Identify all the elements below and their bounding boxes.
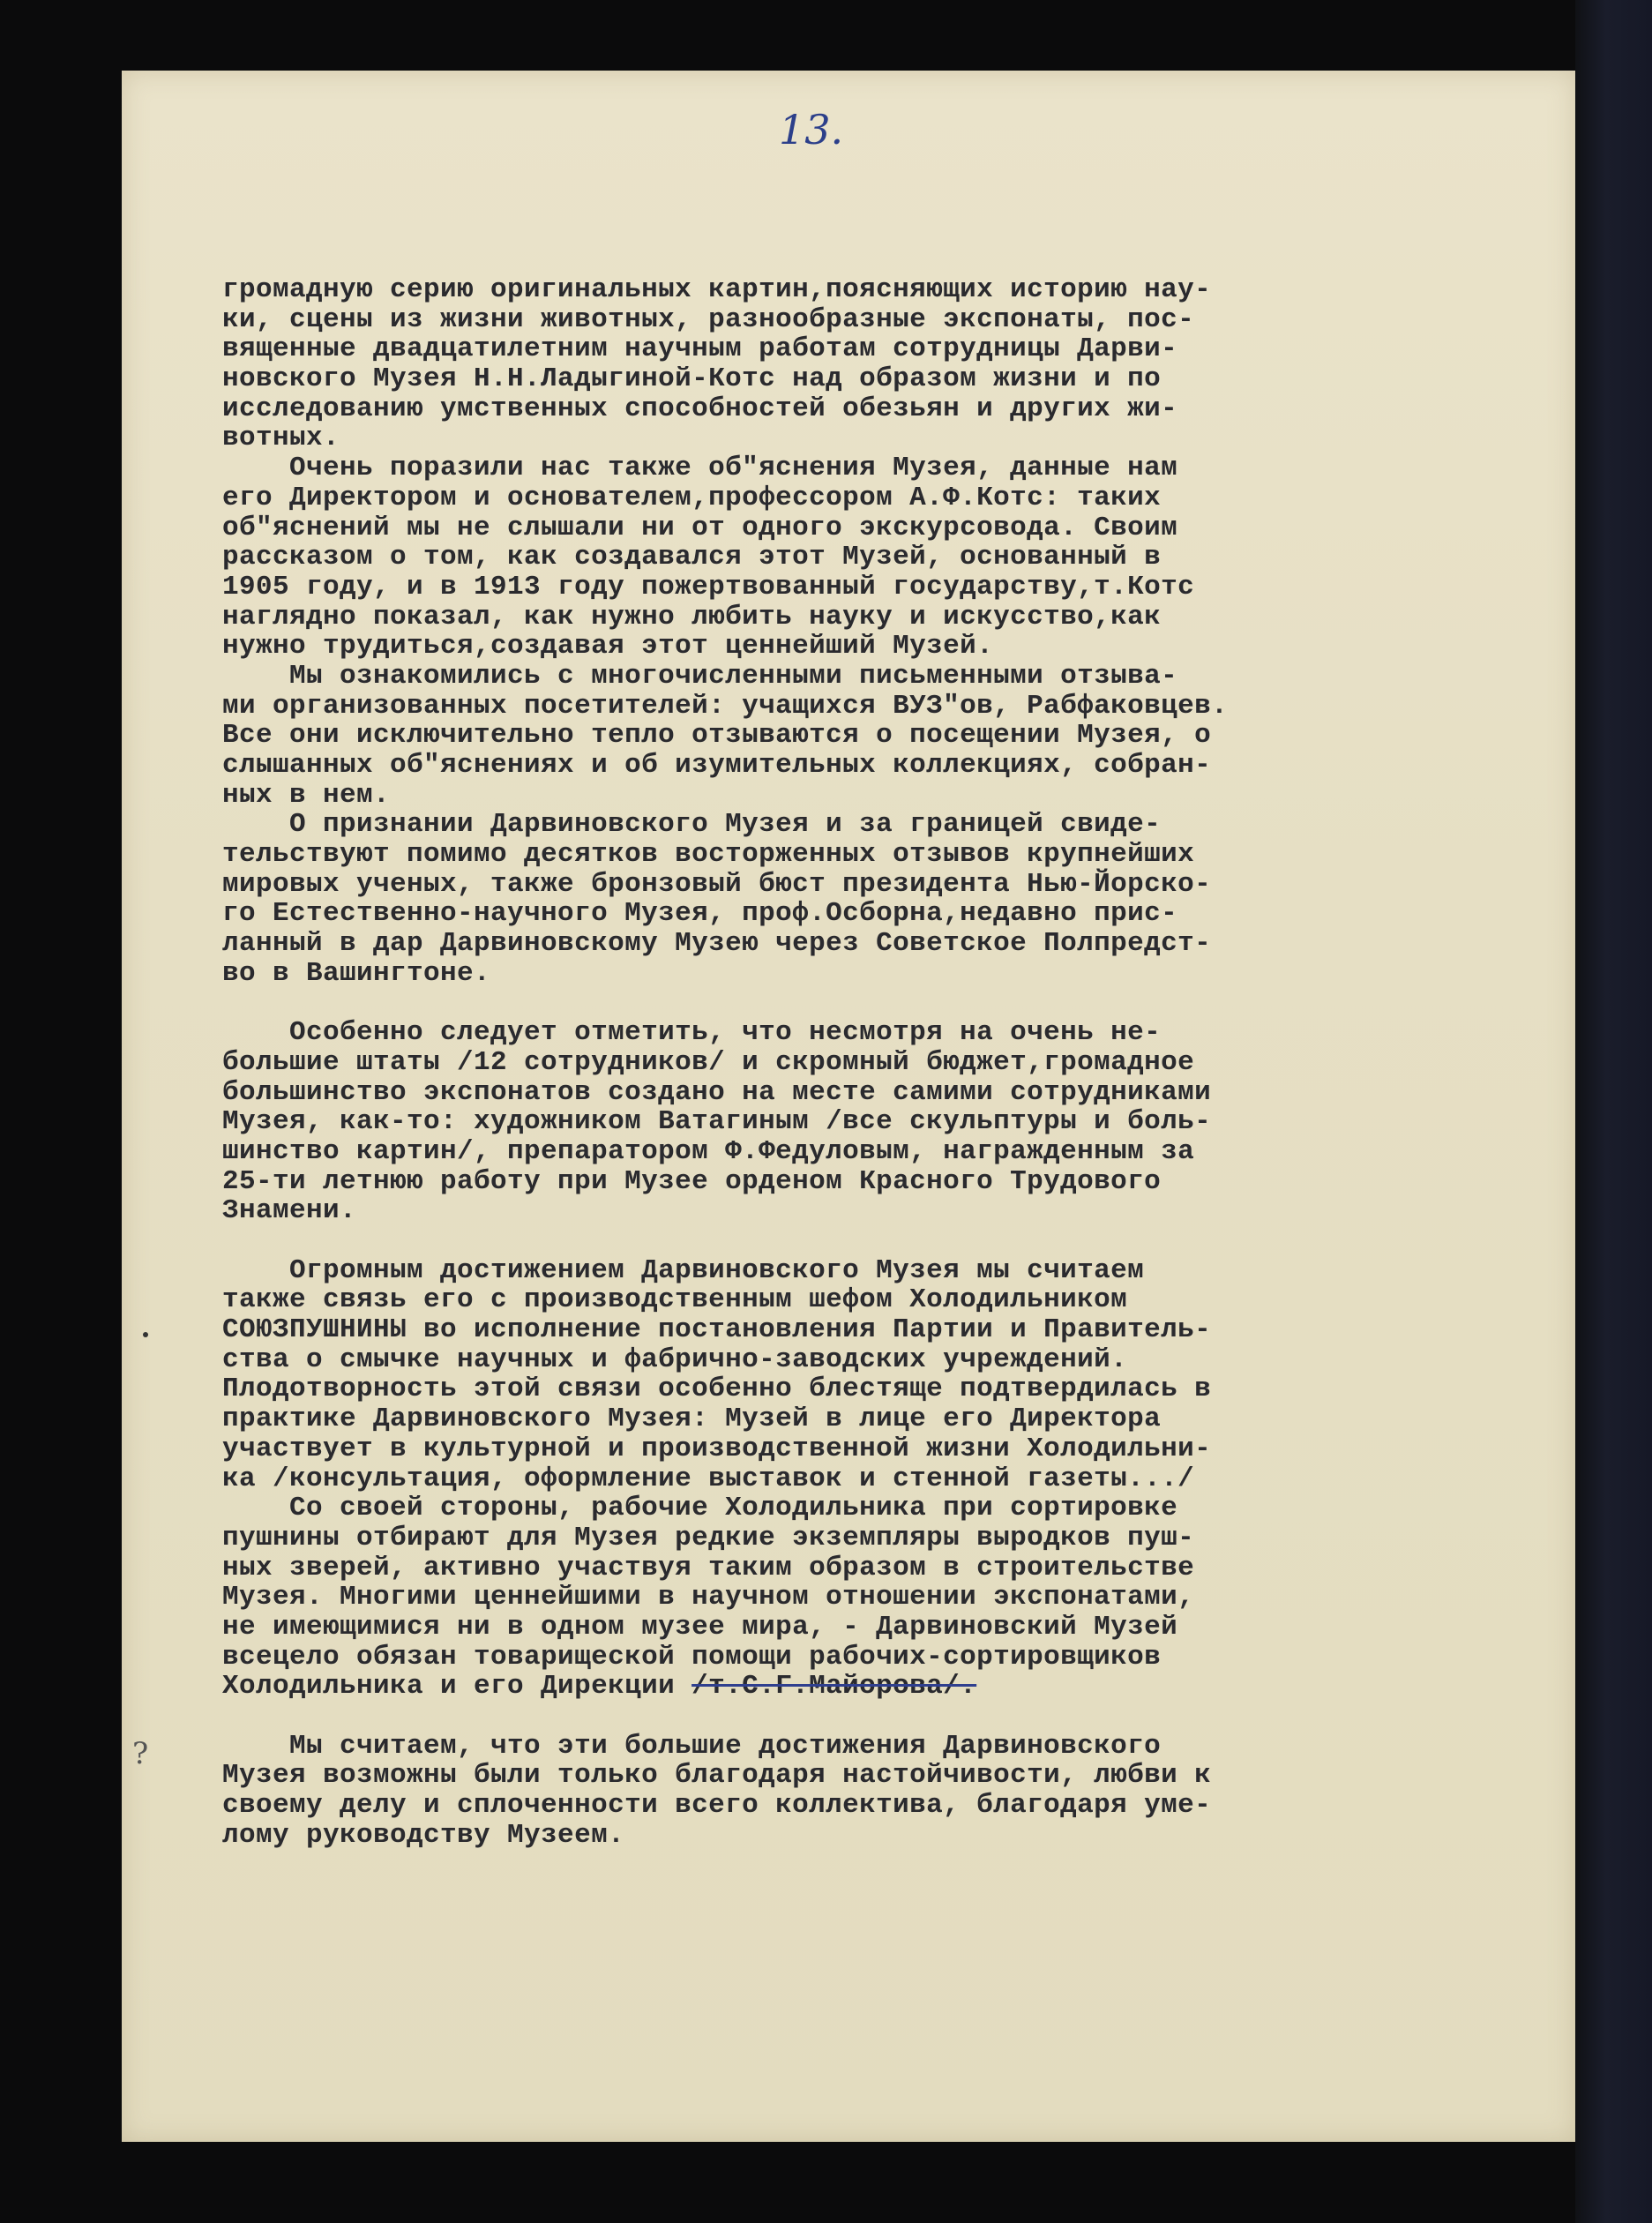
text-line: ных в нем. bbox=[222, 779, 391, 811]
text-line: Музея, как-то: художником Ватагиным /все скульптуры и боль- bbox=[222, 1106, 1212, 1138]
text-line: Особенно следует отметить, что несмотря на очень не- bbox=[222, 1017, 1162, 1049]
text-line: слышанных об"яснениях и об изумительных коллекциях, собран- bbox=[222, 750, 1212, 781]
text-line: об"яснений мы не слышали ни от одного экскурсовода. Своим bbox=[222, 512, 1178, 543]
margin-dot bbox=[143, 1332, 148, 1337]
text-line: ки, сцены из жизни животных, разнообразные экспонаты, пос- bbox=[222, 303, 1195, 335]
text-line: не имеющимися ни в одном музее мира, - Дарвиновский Музей bbox=[222, 1611, 1178, 1643]
typed-body-text bbox=[222, 275, 1439, 1850]
text-line: Все они исключительно тепло отзываются о посещении Музея, о bbox=[222, 720, 1212, 752]
text-line: О признании Дарвиновского Музея и за границей свиде- bbox=[222, 809, 1162, 841]
text-line: наглядно показал, как нужно любить науку и искусство,как bbox=[222, 601, 1162, 632]
text-line: Музея возможны были только благодаря настойчивости, любви к bbox=[222, 1760, 1212, 1792]
text-line: своему делу и сплоченности всего коллектива, благодаря уме- bbox=[222, 1790, 1212, 1822]
text-line: рассказом о том, как создавался этот Музей, основанный в bbox=[222, 542, 1162, 573]
text-line: го Естественно-научного Музея, проф.Осборна,недавно прис- bbox=[222, 898, 1178, 930]
text-line: ми организованных посетителей: учащихся ВУЗ"ов, Рабфаковцев. bbox=[222, 690, 1229, 722]
text-line: Знамени. bbox=[222, 1195, 357, 1227]
scanner-background-strip bbox=[1575, 0, 1652, 2223]
margin-question-mark: ? bbox=[132, 1736, 149, 1771]
text-line: также связь его с производственным шефом Холодильником bbox=[222, 1284, 1128, 1316]
text-line: Плодотворность этой связи особенно блестяще подтвердилась в bbox=[222, 1373, 1212, 1405]
text-line: громадную серию оригинальных картин,поясняющих историю нау- bbox=[222, 274, 1212, 305]
text-line: его Директором и основателем,профессором А.Ф.Котс: таких bbox=[222, 482, 1162, 513]
text-line: Очень поразили нас также об"яснения Музея, данные нам bbox=[222, 453, 1178, 484]
text-line: лому руководству Музеем. bbox=[222, 1819, 625, 1851]
text-line: Мы ознакомились с многочисленными письменными отзыва- bbox=[222, 660, 1178, 692]
paragraph-gap bbox=[222, 989, 1439, 1019]
text-line bbox=[222, 1672, 1439, 1702]
text-line: Со своей стороны, рабочие Холодильника при сортировке bbox=[222, 1493, 1178, 1524]
text-line: участвует в культурной и производственной жизни Холодильни- bbox=[222, 1433, 1212, 1464]
text-line: ланный в дар Дарвиновскому Музею через Советское Полпредст- bbox=[222, 928, 1212, 960]
paragraph-gap bbox=[222, 1226, 1439, 1256]
page-number: 13. bbox=[779, 106, 844, 153]
paragraph-gap bbox=[222, 1702, 1439, 1732]
text-line: мировых ученых, также бронзовый бюст президента Нью-Йорско- bbox=[222, 868, 1212, 900]
text-line: большие штаты /12 сотрудников/ и скромный бюджет,громадное bbox=[222, 1046, 1195, 1078]
text-line: новского Музея Н.Н.Ладыгиной-Котс над образом жизни и по bbox=[222, 363, 1162, 395]
text-line: вотных. bbox=[222, 423, 340, 454]
text-line: ных зверей, активно участвуя таким образом в строительстве bbox=[222, 1552, 1195, 1583]
text-line: практике Дарвиновского Музея: Музей в лице его Директора bbox=[222, 1403, 1162, 1435]
text-line-prefix: Холодильника и его Дирекции bbox=[222, 1671, 692, 1703]
text-line: 25-ти летнюю работу при Музее орденом Красного Трудового bbox=[222, 1165, 1162, 1197]
text-line: шинство картин/, препаратором Ф.Федуловым, награжденным за bbox=[222, 1135, 1195, 1167]
text-line: Огромным достижением Дарвиновского Музея мы считаем bbox=[222, 1254, 1145, 1286]
text-line: исследованию умственных способностей обезьян и других жи- bbox=[222, 393, 1178, 424]
text-line: пушнины отбирают для Музея редкие экземпляры выродков пуш- bbox=[222, 1522, 1195, 1553]
struck-through-text: /т.С.Г.Майорова/. bbox=[691, 1671, 977, 1703]
text-line: вященные двадцатилетним научным работам сотрудницы Дарви- bbox=[222, 333, 1178, 365]
text-line: Музея. Многими ценнейшими в научном отношении экспонатами, bbox=[222, 1582, 1195, 1613]
text-line: ка /консультация, оформление выставок и стенной газеты.../ bbox=[222, 1463, 1195, 1494]
text-line: Мы считаем, что эти большие достижения Дарвиновского bbox=[222, 1730, 1162, 1762]
text-line: всецело обязан товарищеской помощи рабочих-сортировщиков bbox=[222, 1641, 1162, 1673]
text-line: ства о смычке научных и фабрично-заводских учреждений. bbox=[222, 1344, 1128, 1375]
text-line: 1905 году, и в 1913 году пожертвованный государству,т.Котс bbox=[222, 571, 1195, 603]
text-line: нужно трудиться,создавая этот ценнейший Музей. bbox=[222, 631, 994, 662]
text-line: большинство экспонатов создано на месте самими сотрудниками bbox=[222, 1076, 1212, 1108]
text-line: СОЮЗПУШНИНЫ во исполнение постановления Партии и Правитель- bbox=[222, 1314, 1212, 1346]
text-line: во в Вашингтоне. bbox=[222, 957, 491, 989]
text-line: тельствуют помимо десятков восторженных отзывов крупнейших bbox=[222, 839, 1195, 871]
